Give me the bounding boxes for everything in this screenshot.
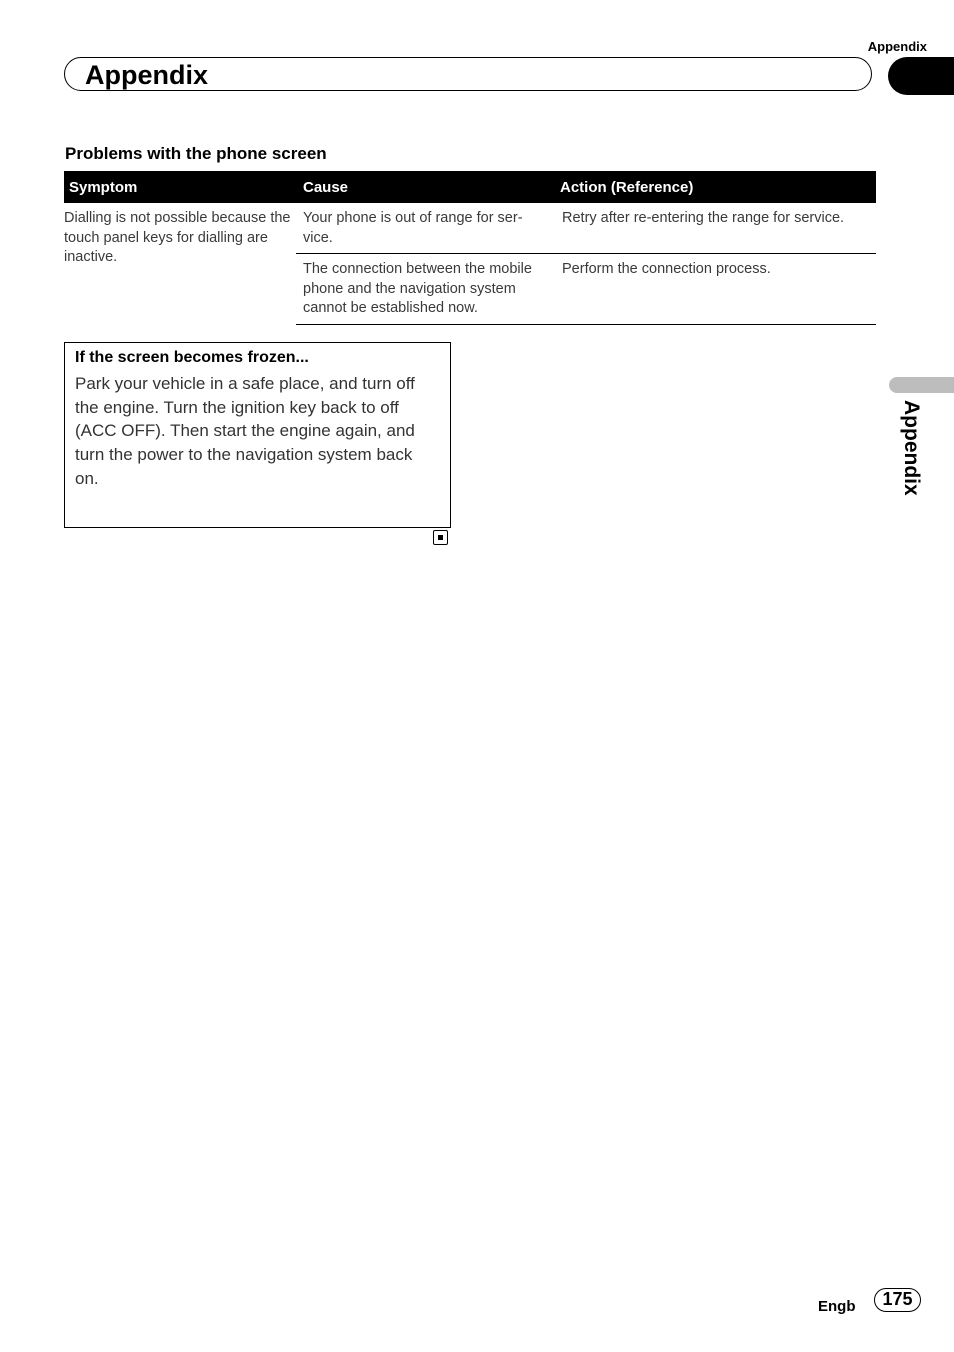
title-bar xyxy=(64,57,872,91)
note-body: Park your vehicle in a safe place, and turn off the engine. Turn the ignition key back to off (ACC OFF). Then start the engine again, and turn the power to the navigation system back on. xyxy=(75,374,415,488)
page-title: Appendix xyxy=(85,60,209,90)
cause-cell: The connection between the mobile phone and the navigation system cannot be established now. xyxy=(296,254,555,325)
end-of-section-icon xyxy=(433,530,448,545)
section-heading: Problems with the phone screen xyxy=(65,144,327,163)
column-header-cause: Cause xyxy=(296,171,555,203)
running-head: Appendix xyxy=(867,39,927,54)
column-header-action: Action (Reference) xyxy=(555,171,876,203)
cause-cell: Your phone is out of range for ser-vice. xyxy=(296,203,555,254)
chapter-tab-marker xyxy=(888,57,954,95)
troubleshooting-table xyxy=(64,171,876,325)
action-cell: Retry after re-entering the range for service. xyxy=(555,203,876,254)
note-box xyxy=(64,342,451,528)
table-row xyxy=(64,203,876,254)
symptom-cell: Dialling is not possible because the touch panel keys for dialling are inactive. xyxy=(64,210,291,265)
page-number: 175 xyxy=(874,1288,921,1312)
side-tab-label: Appendix xyxy=(900,400,923,496)
footer-language: Engb xyxy=(818,1298,856,1315)
note-heading: If the screen becomes frozen... xyxy=(75,349,309,366)
table-header-row xyxy=(64,171,876,203)
side-tab-marker xyxy=(889,377,954,393)
action-cell: Perform the connection process. xyxy=(555,254,876,325)
column-header-symptom: Symptom xyxy=(64,171,296,203)
